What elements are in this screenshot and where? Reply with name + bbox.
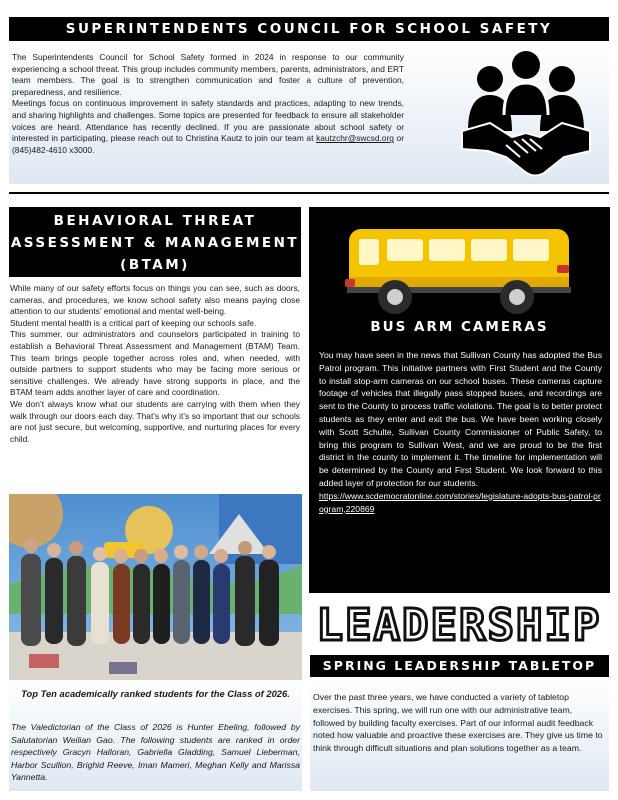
council-text bbox=[12, 52, 404, 156]
btam-paragraph-3: This summer, our administrators and counselors participated in training to establish a Behavioral Threat Assessment and Management (BTAM) Team. This team brings people together across roles and, when needed, with outside partners to support students who may be facing more serious or sensitive challenges. We already have strong supports in place, and the BTAM team adds another layer of care and coordination. bbox=[10, 329, 300, 398]
school-bus-icon bbox=[343, 219, 575, 319]
tabletop-section bbox=[310, 677, 609, 791]
bus-arm-paragraph: You may have seen in the news that Sullivan County has adopted the Bus Patrol program. This initiative partners with First Student and the County to install stop-arm cameras on our school buses. These cameras capture footage of vehicles that illegally pass stopped buses, and recordings are sent to the County to process traffic violations. The goal is to better protect students as they enter and exit the bus. We have been working closely with Scott Schulte, Sullivan County Commissioner of Public Safety, to bring this program to Sullivan West, and we are proud to be the first district in the county to implement it. The timeline for implementation will be determined by the County and First Student. We look forward to this added layer of protection for our students. bbox=[319, 350, 602, 488]
group-photo-image bbox=[9, 494, 302, 680]
btam-paragraph-2: Student mental health is a critical part of keeping our schools safe. bbox=[10, 317, 257, 328]
tabletop-title: SPRING LEADERSHIP TABLETOP bbox=[310, 655, 609, 677]
btam-title-line-1: BEHAVIORAL THREAT bbox=[53, 213, 257, 229]
council-email-link[interactable]: kautzchr@swcsd.org bbox=[316, 133, 394, 144]
top-ten-section bbox=[9, 680, 302, 791]
council-paragraph-2 bbox=[12, 98, 404, 156]
bus-patrol-article-link[interactable]: https://www.scdemocratonline.com/stories/legislature-adopts-bus-patrol-program,220869 bbox=[319, 490, 601, 514]
btam-title bbox=[9, 207, 301, 277]
council-title: SUPERINTENDENTS COUNCIL FOR SCHOOL SAFETY bbox=[9, 17, 609, 41]
team-handshake-icon bbox=[460, 45, 592, 179]
council-section bbox=[9, 41, 609, 184]
leadership-word: LEADERSHIP bbox=[316, 600, 602, 649]
council-paragraph-2-end: or (845)482-4610 x3000. bbox=[12, 133, 404, 155]
bus-arm-title: BUS ARM CAMERAS bbox=[370, 319, 549, 335]
btam-text bbox=[10, 283, 300, 445]
tabletop-text: Over the past three years, we have conducted a variety of tabletop exercises. This spring, we will run one with our administrative team, followed by building faculty exercises. Part of our informal audit feedback noted how valuable and proactive these exercises are. They give us time to think through difficult situations and plan solutions together as a team. bbox=[313, 692, 603, 754]
btam-paragraph-1: While many of our safety efforts focus on things you can see, such as doors, cameras, and procedures, we know school safety also means paying close attention to our students’ emotional and mental well-being. bbox=[10, 283, 300, 317]
top-ten-text: The Valedictorian of the Class of 2026 is Hunter Ebeling, followed by Salutatorian Weilian Gao. The following students are ranked in order respectively Gracyn Halloran, Gabriella Gladding, Samuel Lieberman, Harbor Scullion, Brighid Reeve, Iman Mameri, Meghan Kelly and Marissa Yannetta. bbox=[11, 722, 300, 783]
bus-arm-text bbox=[319, 349, 602, 515]
section-divider bbox=[9, 192, 609, 194]
btam-title-line-3: (BTAM) bbox=[120, 257, 190, 273]
students-group-photo bbox=[9, 494, 302, 680]
btam-title-line-2: ASSESSMENT & MANAGEMENT bbox=[10, 235, 300, 251]
council-paragraph-2-start: Meetings focus on continuous improvement in safety standards and practices, adapting to new trends, and sharing highlights and challenges. Some topics are presented for feedback to ensure all stakeholder voices are heard. Attendance has recently declined. If you are passionate about school safety or interested in participating, please reach out to Christina Kautz to join our team at bbox=[12, 98, 404, 144]
leadership-wordmark bbox=[310, 599, 608, 649]
bus-arm-section bbox=[309, 207, 610, 593]
top-ten-heading: Top Ten academically ranked students for the Class of 2026. bbox=[21, 688, 290, 699]
btam-paragraph-4: We don’t always know what our students are carrying with them when they walk through our doors each day. That’s why it’s so important that our schools are not just secure, but welcoming, supportive, and nurturing places for every child. bbox=[10, 398, 300, 444]
council-paragraph-1: The Superintendents Council for School Safety formed in 2024 in response to our community experiencing a school threat. This group includes community members, parents, administrators, and ERT team members. The goal is to strengthen communication and foster a culture of prevention, preparedness, and resilience. bbox=[12, 52, 404, 97]
